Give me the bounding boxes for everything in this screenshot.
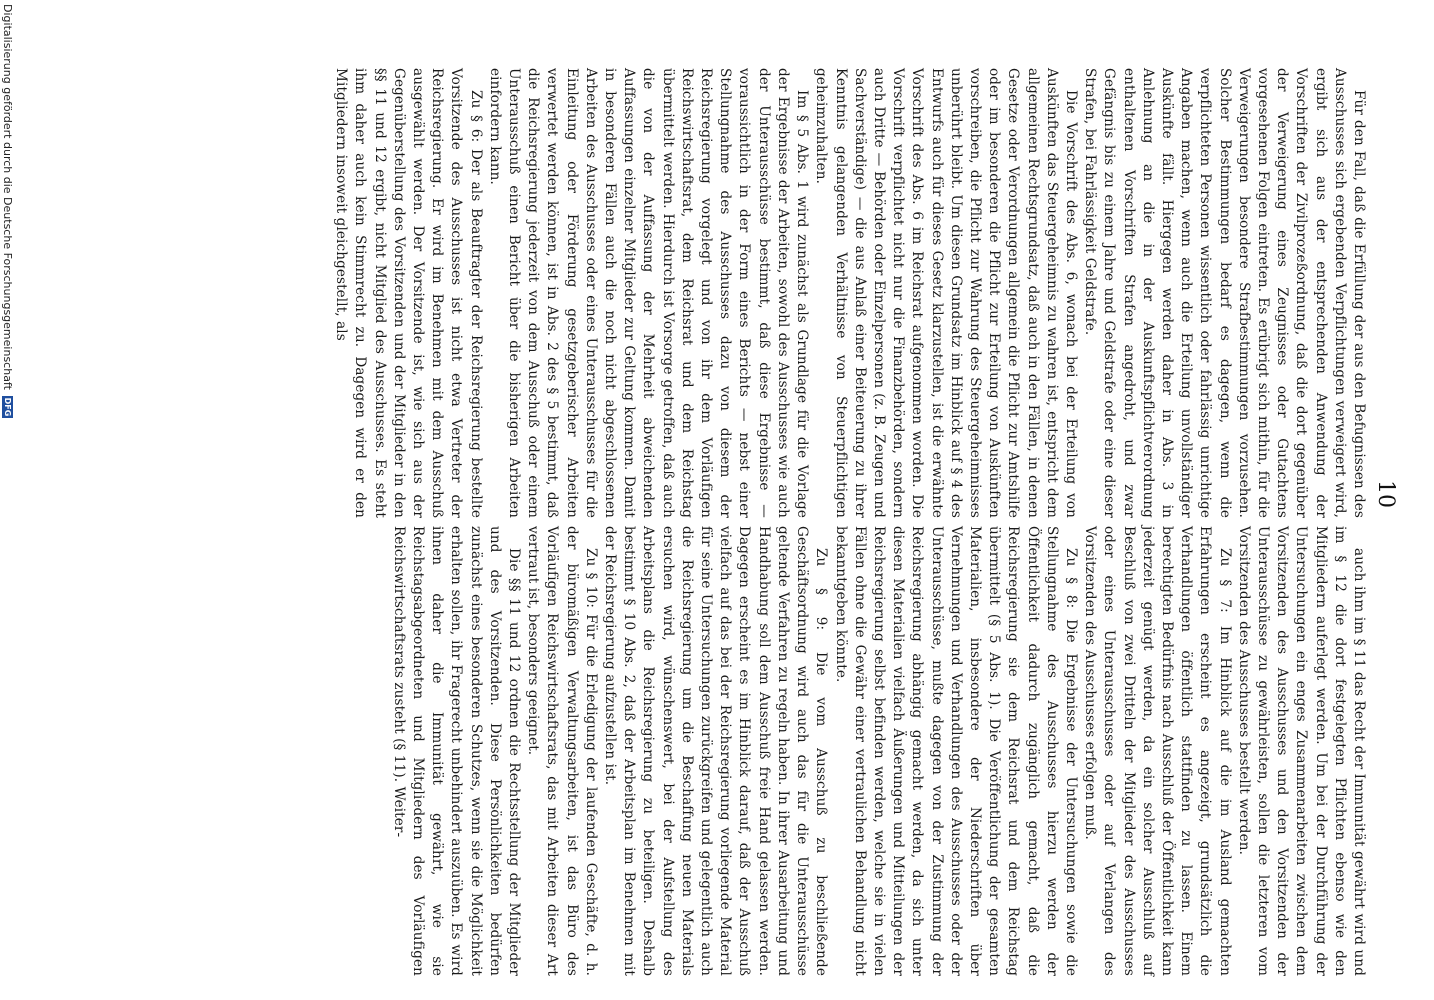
dfg-logo: DFG (3, 397, 13, 417)
page-number: 10 (1373, 480, 1398, 508)
left-paragraph-3: Im § 5 Abs. 1 wird zunächst als Grundlage für die Vorlage der Ergebnisse der Arbeiten, sowohl des Ausschusses wie auch der Unterausschüsse bestimmt, daß diese Ergebnisse — voraussichtlich in der Form eines Berichts — nebst einer Stellungnahme des Ausschusses dazu von diesem der Reichsregierung vorgelegt und von ihr dem Vorläufigen Reichswirtschaftsrat, dem Reichsrat und dem Reichstag übermittelt werden. Hierdurch ist Vorsorge getroffen, daß auch die von der Auffassung der Mehrheit abweichenden Auffassungen einzelner Mitglieder zur Geltung kommen. Damit in besonderen Fällen auch die noch nicht abgeschlossenen Arbeiten des Ausschusses oder eines Unterausschusses für die Einleitung oder Förderung gesetzgeberischer Arbeiten verwertet werden können, ist in Abs. 2 des § 5 bestimmt, daß die Reichsregierung jederzeit von dem Ausschuß oder einem Unterausschuß einen Bericht über die bisherigen Arbeiten einfordern kann. (486, 68, 811, 518)
right-paragraph-5: Zu § 10: Für die Erledigung der laufenden Geschäfte, d. h. der büromäßigen Verwaltungsarbeiten, ist das Büro des Vorläufigen Reichswirtschaftsrats, das mit Arbeiten dieser Art vertraut ist, besonders geeignet. (525, 526, 599, 976)
left-paragraph-4: Zu § 6: Der als Beauftragter der Reichsregierung bestellte Vorsitzende des Ausschusses ist nicht etwa Vertreter der Reichsregierung. Er wird im Benehmen mit dem Ausschuß ausgewählt werden. Der Vorsitzende ist, wie sich aus der Gegenüberstellung des Vorsitzenden und der Mitglieder in den §§ 11 und 12 ergibt, nicht Mitglied des Ausschusses. Es steht ihm daher auch kein Stimmrecht zu. Dagegen wird er den Mitgliedern insoweit gleichgestellt, als (333, 68, 484, 518)
right-paragraph-6: Die §§ 11 und 12 ordnen die Rechtsstellung der Mitglieder und des Vorsitzenden. Diese Persönlichkeiten bedürfen zunächst eines besonderen Schutzes, wenn sie die Möglichkeit erhalten sollen, ihr Fragerecht unbehindert auszuüben. Es wird ihnen daher die Immunität gewährt, wie sie Reichstagsabgeordneten und Mitgliedern des Vorläufigen Reichswirtschaftsrats zusteht (§ 11). Weiter- (390, 526, 523, 976)
right-paragraph-3: Zu § 8: Die Ergebnisse der Untersuchungen sowie die Stellungnahme des Ausschusses hierzu werden der Öffentlichkeit dadurch zugänglich gemacht, daß die Reichsregierung sie dem Reichsrat und dem Reichstag übermittelt (§ 5 Abs. 1). Die Veröffentlichung der gesamten Materialien, insbesondere der Niederschriften über Vernehmungen und Verhandlungen des Ausschusses oder der Unterausschüsse, mußte dagegen von der Zustimmung der Reichsregierung abhängig gemacht werden, da sich unter diesen Materialien vielfach Äußerungen und Mitteilungen der Reichsregierung selbst befinden werden, welche sie in vielen Fällen ohne die Gewähr einer vertraulichen Behandlung nicht bekanntgeben könnte. (832, 526, 1079, 976)
right-paragraph-1: auch ihm im § 11 das Recht der Immunität gewährt wird und im § 12 die dort festgelegten Pflichten ebenso wie den Mitgliedern auferlegt werden. Um bei der Durchführung der Untersuchungen ein enges Zusammenarbeiten zwischen dem Vorsitzenden des Ausschusses und den Vorsitzenden der Unterausschüsse zu gewährleisten, sollen die letzteren vom Vorsitzenden des Ausschusses bestellt werden. (1235, 526, 1367, 976)
digitization-credit (0, 4, 16, 996)
left-paragraph-1: Für den Fall, daß die Erfüllung der aus den Befugnissen des Ausschusses sich ergebenden Verpflichtungen verweigert wird, ergibt sich aus der entsprechenden Anwendung der Vorschriften der Zivilprozeßordnung, daß die dort gegenüber der Verweigerung eines Zeugnisses oder Gutachtens vorgesehenen Folgen eintreten. Es erübrigt sich mithin, für die Verweigerungen besondere Strafbestimmungen vorzusehen. Solcher Bestimmungen bedarf es dagegen, wenn die verpflichteten Personen wissentlich oder fahrlässig unrichtige Angaben machen, wenn auch die Erteilung unvollständiger Auskünfte fällt. Hiergegen werden daher in Abs. 3 in Anlehnung an die in der Auskunftspflichtverordnung enthaltenen Vorschriften Strafen angedroht, und zwar Gefängnis bis zu einem Jahre und Geldstrafe oder eine dieser Strafen, bei Fahrlässigkeit Geldstrafe. (1082, 68, 1367, 518)
right-paragraph-4: Zu § 9: Die vom Ausschuß zu beschließende Geschäftsordnung wird auch das für die Unterausschüsse geltende Verfahren zu regeln haben. In ihrer Ausarbeitung und Handhabung soll dem Ausschuß freie Hand gelassen werden. Dagegen erscheint es im Hinblick darauf, daß der Ausschuß vielfach auf das bei der Reichsregierung vorliegende Material für seine Untersuchungen zurückgreifen und gelegentlich auch die Reichsregierung um die Beschaffung neuen Materials ersuchen wird, wünschenswert, bei der Aufstellung des Arbeitsplans die Reichsregierung zu beteiligen. Deshalb bestimmt § 10 Abs. 2, daß der Arbeitsplan im Benehmen mit der Reichsregierung aufzustellen ist. (602, 526, 830, 976)
left-paragraph-2: Die Vorschrift des Abs. 6, wonach bei der Erteilung von Auskünften das Steuergeheimnis zu wahren ist, entspricht dem allgemeinen Rechtsgrundsatz, daß auch in den Fällen, in denen Gesetze oder Verordnungen allgemein die Pflicht zur Amtshilfe oder im besonderen die Pflicht zur Erteilung von Auskünften vorschreiben, die Pflicht zur Wahrung des Steuergeheimnisses unberührt bleibt. Um diesen Grundsatz im Hinblick auf § 4 des Entwurfs auch für dieses Gesetz klarzustellen, ist die erwähnte Vorschrift des Abs. 6 im Reichsrat aufgenommen worden. Die Vorschrift verpflichtet nicht nur die Finanzbehörden, sondern auch Dritte — Behörden oder Einzelpersonen (z. B. Zeugen und Sachverständige) — die aus Anlaß einer Beiteuerung zu ihrer Kenntnis gelangenden Verhältnisse von Steuerpflichtigen geheimzuhalten. (813, 68, 1079, 518)
credit-text: Digitalisierung gefördert durch die Deutsche Forschungsgemeinschaft (1, 4, 15, 390)
right-column (389, 526, 1368, 976)
left-column (331, 68, 1368, 518)
right-paragraph-2: Zu § 7: Im Hinblick auf die im Ausland gemachten Erfahrungen erscheint es angezeigt, grundsätzlich die Verhandlungen öffentlich stattfinden zu lassen. Einem berechtigten Bedürfnis nach Ausschluß der Öffentlichkeit kann jederzeit genügt werden, da ein solcher Ausschluß auf Beschluß von zwei Dritteln der Mitglieder des Ausschusses oder eines Unterausschusses oder auf Verlangen des Vorsitzenden des Ausschusses erfolgen muß. (1082, 526, 1233, 976)
